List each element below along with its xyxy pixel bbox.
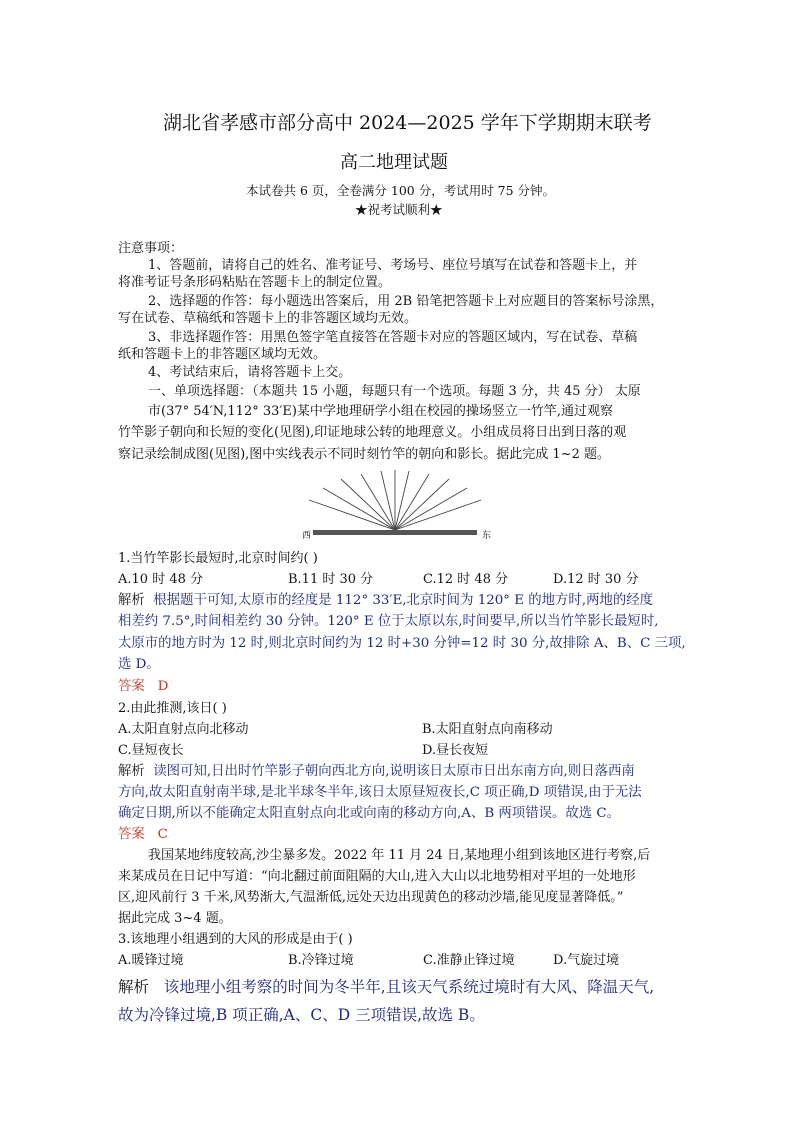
exam-wish: ★祝考试顺利★ bbox=[355, 202, 443, 217]
exam-title: 湖北省孝感市部分高中 2024—2025 学年下学期期末联考 bbox=[163, 112, 652, 134]
q1-analysis-label: 解析 bbox=[118, 593, 145, 608]
q1-analysis-line: 太原市的地方时为 12 时,则北京时间约为 12 时+30 分钟=12 时 30 分,故排除 A、B、C 三项, bbox=[118, 636, 686, 651]
q2-answer-label: 答案 bbox=[118, 827, 145, 842]
q2-option-c: C.昼短夜长 bbox=[118, 743, 184, 758]
q1-analysis-line: 相差约 7.5°,时间相差约 30 分钟。120° E 位于太原以东,时间要早,所以当竹竿影长最短时, bbox=[118, 614, 659, 629]
q2-analysis-line bbox=[118, 760, 635, 779]
q2-analysis-line: 确定日期,所以不能确定太阳直射点向北或向南的移动方向,A、B 两项错误。故选 C。 bbox=[118, 806, 621, 821]
q3-analysis-label: 解析 bbox=[118, 978, 150, 996]
notes-line: 写在试卷、草稿纸和答题卡上的非答题区域均无效。 bbox=[118, 311, 418, 326]
q1-analysis-line: 选 D。 bbox=[118, 657, 160, 672]
shadow-lines bbox=[309, 470, 481, 530]
q2-analysis-text: 读图可知,日出时竹竿影子朝向西北方向,说明该日太原市日出东南方向,则日落西南 bbox=[153, 764, 635, 779]
q3-option-c: C.准静止锋过境 bbox=[423, 953, 515, 968]
west-label: 西 bbox=[302, 531, 312, 541]
section-intro: 察记录绘制成图(见图),图中实线表示不同时刻竹竿的朝向和影长。据此完成 1~2 题。 bbox=[118, 447, 610, 462]
passage-line: 区,迎风前行 3 千米,风势渐大,气温渐低,远处天边出现黄色的移动沙墙,能见度显著降低。” bbox=[118, 890, 624, 905]
notes-line: 2、选择题的作答：每小题选出答案后，用 2B 铅笔把答题卡上对应题目的答案标号涂黑， bbox=[148, 294, 664, 309]
q1-analysis-text: 根据题干可知,太原市的经度是 112° 33′E,北京时间为 120° E 的地方时,两地的经度 bbox=[153, 593, 654, 608]
q3-analysis-line: 故为冷锋过境,B 项正确,A、C、D 三项错误,故选 B。 bbox=[118, 1006, 485, 1024]
q2-option-a: A.太阳直射点向北移动 bbox=[118, 722, 249, 737]
notes-line: 1、答题前，请将自己的姓名、准考证号、考场号、座位号填写在试卷和答题卡上，并 bbox=[148, 258, 638, 273]
q1-option-a: A.10 时 48 分 bbox=[118, 572, 204, 587]
q2-answer-value: C bbox=[157, 827, 168, 842]
q3-option-b: B.冷锋过境 bbox=[288, 953, 354, 968]
notes-heading: 注意事项： bbox=[118, 241, 184, 256]
q1-answer-value: D bbox=[157, 679, 169, 694]
passage-line: 来某成员在日记中写道：“向北翻过前面阻隔的大山,进入大山以北地势相对平坦的一处地形 bbox=[118, 869, 636, 884]
notes-line: 4、考试结束后，请将答题卡上交。 bbox=[148, 365, 352, 380]
notes-line: 将准考证号条形码粘贴在答题卡上的制定位置。 bbox=[118, 275, 392, 290]
q1-option-c: C.12 时 48 分 bbox=[423, 572, 509, 587]
q1-option-b: B.11 时 30 分 bbox=[288, 572, 374, 587]
section-intro: 一、单项选择题：（本题共 15 小题，每题只有一个选项。每题 3 分，共 45 分） 太原 bbox=[148, 384, 641, 399]
q2-option-d: D.昼长夜短 bbox=[422, 743, 489, 758]
section-intro: 竹竿影子朝向和长短的变化(见图),印证地球公转的地理意义。小组成员将日出到日落的观 bbox=[118, 425, 627, 440]
q2-answer bbox=[118, 823, 168, 842]
q3-analysis-text: 该地理小组考察的时间为冬半年,且该天气系统过境时有大风、降温天气, bbox=[163, 978, 655, 996]
q2-stem: 2.由此推测,该日( ) bbox=[118, 701, 227, 716]
q2-analysis-line: 方向,故太阳直射南半球,是北半球冬半年,该日太原昼短夜长,C 项正确,D 项错误,由于无法 bbox=[118, 785, 642, 800]
section-intro: 市(37° 54′N,112° 33′E)某中学地理研学小组在校园的操场竖立一竹竿,通过观察 bbox=[148, 404, 614, 419]
exam-info: 本试卷共 6 页，全卷满分 100 分，考试用时 75 分钟。 bbox=[246, 183, 556, 198]
q1-stem: 1.当竹竿影长最短时,北京时间约( ) bbox=[118, 551, 318, 566]
notes-line: 纸和答题卡上的非答题区域均无效。 bbox=[118, 347, 327, 362]
passage-line: 我国某地纬度较高,沙尘暴多发。2022 年 11 月 24 日,某地理小组到该地区进行考察,后 bbox=[148, 848, 651, 863]
q1-analysis-line bbox=[118, 589, 653, 608]
passage-line: 据此完成 3~4 题。 bbox=[118, 911, 232, 926]
q2-analysis-label: 解析 bbox=[118, 764, 145, 779]
q3-stem: 3.该地理小组遇到的大风的形成是由于( ) bbox=[118, 932, 353, 947]
exam-subtitle: 高二地理试题 bbox=[340, 152, 448, 173]
ground-bar bbox=[313, 530, 477, 535]
q1-option-d: D.12 时 30 分 bbox=[553, 572, 639, 587]
q2-option-b: B.太阳直射点向南移动 bbox=[422, 722, 553, 737]
q3-option-d: D.气旋过境 bbox=[553, 953, 620, 968]
q3-analysis-line bbox=[118, 975, 654, 997]
notes-line: 3、非选择题作答：用黑色签字笔直接答在答题卡对应的答题区域内，写在试卷、草稿 bbox=[148, 330, 638, 345]
q1-answer bbox=[118, 675, 168, 694]
shadow-diagram bbox=[295, 470, 495, 540]
q1-answer-label: 答案 bbox=[118, 679, 145, 694]
east-label: 东 bbox=[482, 531, 492, 541]
q3-option-a: A.暖锋过境 bbox=[118, 953, 184, 968]
